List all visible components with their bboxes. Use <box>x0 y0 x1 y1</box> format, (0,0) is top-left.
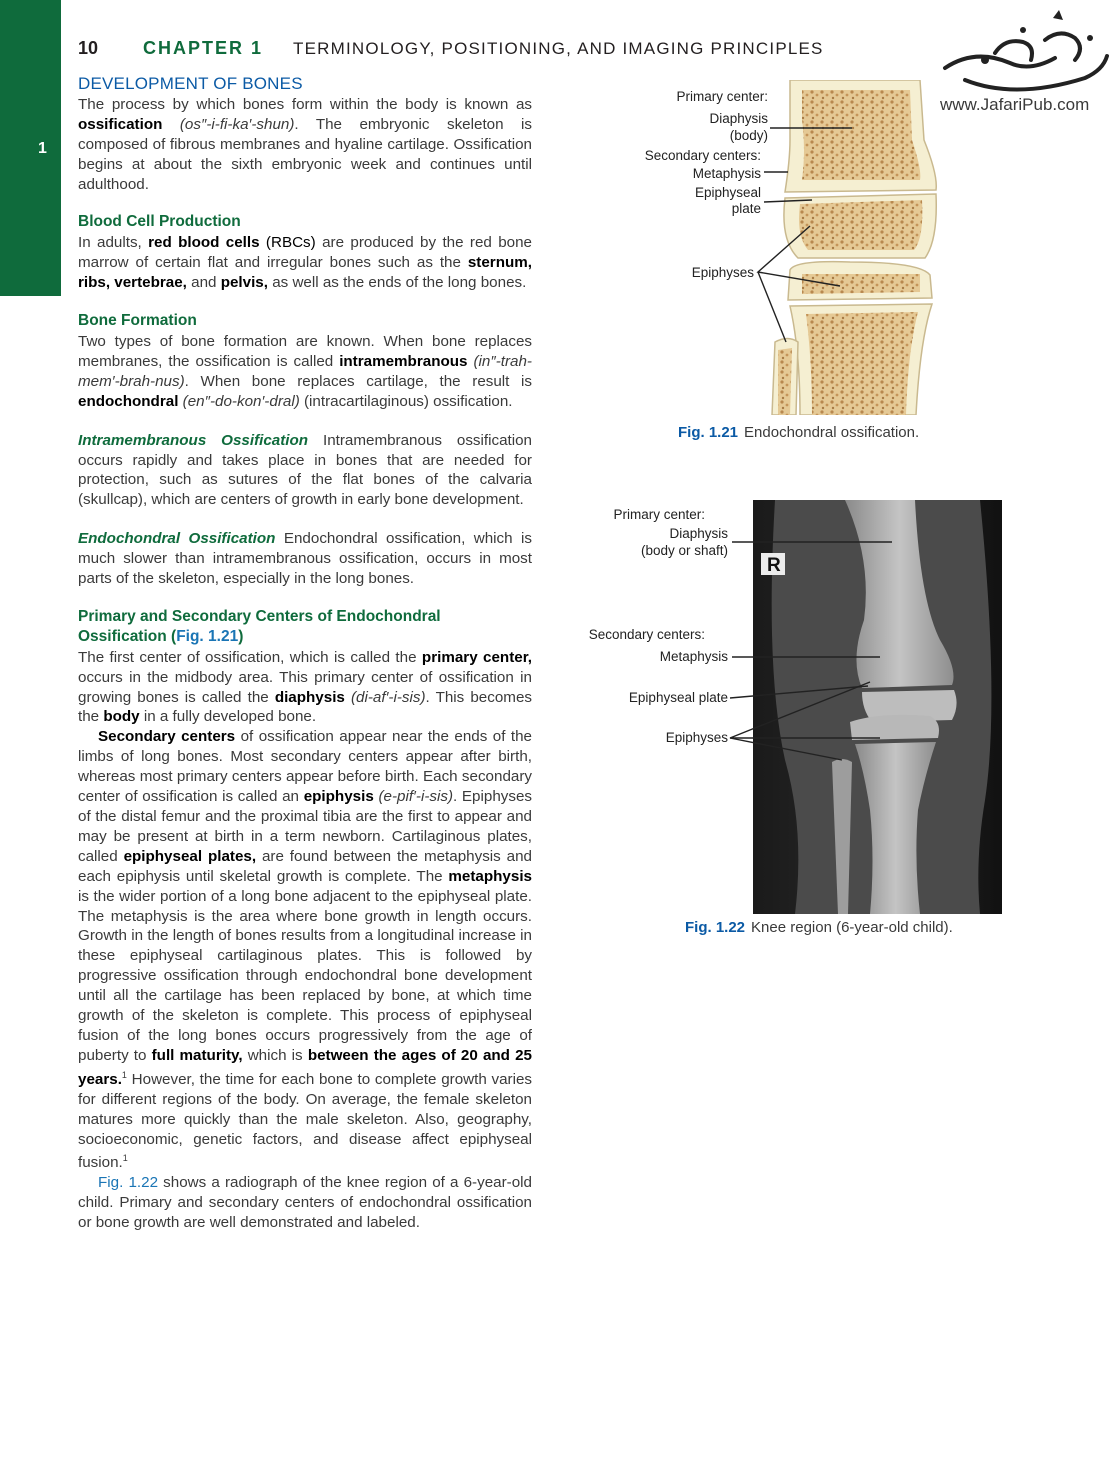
femur-spongy-center <box>802 90 920 180</box>
xray-marker-r: R <box>767 555 781 576</box>
label-epiphyses: Epiphyses <box>691 265 754 280</box>
label-body: (body) <box>729 128 768 143</box>
page-number: 10 <box>78 38 99 58</box>
primary-center-paragraph: The first center of ossification, which is called the primary center, occurs in the midbody area. This primary center of ossification in growing bones is called the diaphysis (di-af′-i-sis). This becomes the body in a fully developed bone. <box>78 648 532 726</box>
xray-label-epiphyseal-plate: Epiphyseal plate <box>628 690 728 705</box>
xray-label-body-shaft: (body or shaft) <box>640 543 728 558</box>
fig-1-21-link[interactable]: Fig. 1.21 <box>176 627 239 645</box>
label-primary-center: Primary center: <box>676 89 768 104</box>
xray-tibia-epiphysis <box>850 715 939 740</box>
tibia-spongy-center <box>806 312 918 415</box>
chapter-title: TERMINOLOGY, POSITIONING, AND IMAGING PRINCIPLES <box>293 39 824 58</box>
xray-label-secondary-centers: Secondary centers: <box>588 627 705 642</box>
blood-cell-heading: Blood Cell Production <box>78 213 241 231</box>
blood-cell-paragraph: In adults, red blood cells (RBCs) are produced by the red bone marrow of certain flat and irregular bones such as the sternum, ribs, vertebrae, and pelvis, as well as the ends of the long bones. <box>78 234 533 292</box>
label-epiphyseal: Epiphyseal <box>694 185 761 200</box>
endochondral-paragraph: Endochondral Ossification Endochondral ossification, which is much slower than intramembranous ossification, occurs in most parts of the skeleton, especially in the long bones. <box>78 530 532 588</box>
xray-label-primary-center: Primary center: <box>613 507 705 522</box>
fig-1-21-illustration <box>620 80 950 415</box>
fibula-spongy <box>778 348 792 415</box>
running-header <box>78 38 868 59</box>
fig-1-22-caption: Fig. 1.22 Knee region (6-year-old child). <box>685 919 953 936</box>
publisher-url: www.JafariPub.com <box>940 95 1090 114</box>
label-metaphysis: Metaphysis <box>692 166 761 181</box>
chapter-label: CHAPTER 1 <box>143 38 264 58</box>
intro-paragraph: The process by which bones form within the body is known as ossification (os″-i-fi-ka′-shun). The embryonic skeleton is composed of fibrous membranes and hyaline cartilage. Ossification begins at about the sixth embryonic week and continues until adulthood. <box>78 95 532 193</box>
section-heading: DEVELOPMENT OF BONES <box>78 74 303 93</box>
leader-epiphyses-fibula <box>758 272 786 342</box>
secondary-centers-paragraph: Secondary centers of ossification appear near the ends of the limbs of long bones. Most secondary centers appear after birth, whereas most primary centers appear before birth. Each secondary center of ossification is called an epiphysis (e-pif′-i-sis). Epiphyses of the distal femur and the proximal tibia are the first to appear and may be present at birth in a term newborn. Cartilaginous plates, called epiphyseal plates, are found between the metaphysis and each epiphysis until skeletal growth is complete. The metaphysis is the wider portion of a long bone adjacent to the epiphyseal plate. The metaphysis is the area where bone growth in length occurs. Growth in the length of bones results from a longitudinal increase in these epiphyseal cartilaginous plates. This is followed by progressive ossification through endochondral bone development until all the cartilage has been replaced by bone, at which time growth of the skeleton is complete. This process of epiphyseal fusion of the long bones occurs progressively from the age of puberty to full maturity, which is between the ages of 20 and 25 years.$^1$ However, the time for each bone to complete growth varies for different regions of the body. On average, the female skeleton matures more quickly than the male skeleton. Also, geography, socioeconomic, genetic factors, and disease affect epiphyseal fusion.$^1$ <box>78 728 532 1172</box>
label-plate: plate <box>731 201 761 216</box>
xray-label-epiphyses: Epiphyses <box>665 730 728 745</box>
xray-label-diaphysis: Diaphysis <box>669 526 728 541</box>
xray-label-metaphysis: Metaphysis <box>659 649 728 664</box>
bone-formation-heading: Bone Formation <box>78 312 197 330</box>
main-text-column <box>78 74 532 1233</box>
label-secondary-centers: Secondary centers: <box>644 148 761 163</box>
radiograph-paragraph: Fig. 1.22 shows a radiograph of the knee region of a 6-year-old child. Primary and secondary centers of endochondral ossification or bone growth are well demonstrated and labeled. <box>78 1174 532 1232</box>
centers-heading: Primary and Secondary Centers of Endochondral Ossification (Fig. 1.21) <box>78 607 441 645</box>
fig-1-22-link[interactable]: Fig. 1.22 <box>98 1174 159 1192</box>
bone-formation-paragraph: Two types of bone formation are known. When bone replaces membranes, the ossification is called intramembranous (in″-trah-mem′-brah-nus). When bone replaces cartilage, the result is endochondral (en″-do-kon′-dral) (intracartilaginous) ossification. <box>78 332 532 410</box>
tibia-epiphysis-spongy <box>802 274 920 294</box>
chapter-tab <box>0 0 61 296</box>
femur-epiphysis-spongy <box>799 200 922 250</box>
label-diaphysis: Diaphysis <box>709 111 768 126</box>
chapter-tab-number: 1 <box>38 140 47 157</box>
intramembranous-paragraph: Intramembranous Ossification Intramembranous ossification occurs rapidly and takes place in bones that are needed for protection, such as sutures of the flat bones of the calvaria (skullcap), which are centers of growth in early bone development. <box>78 431 532 509</box>
fig-1-21-caption: Fig. 1.21 Endochondral ossification. <box>678 424 920 441</box>
fig-1-22-radiograph <box>580 500 1005 916</box>
